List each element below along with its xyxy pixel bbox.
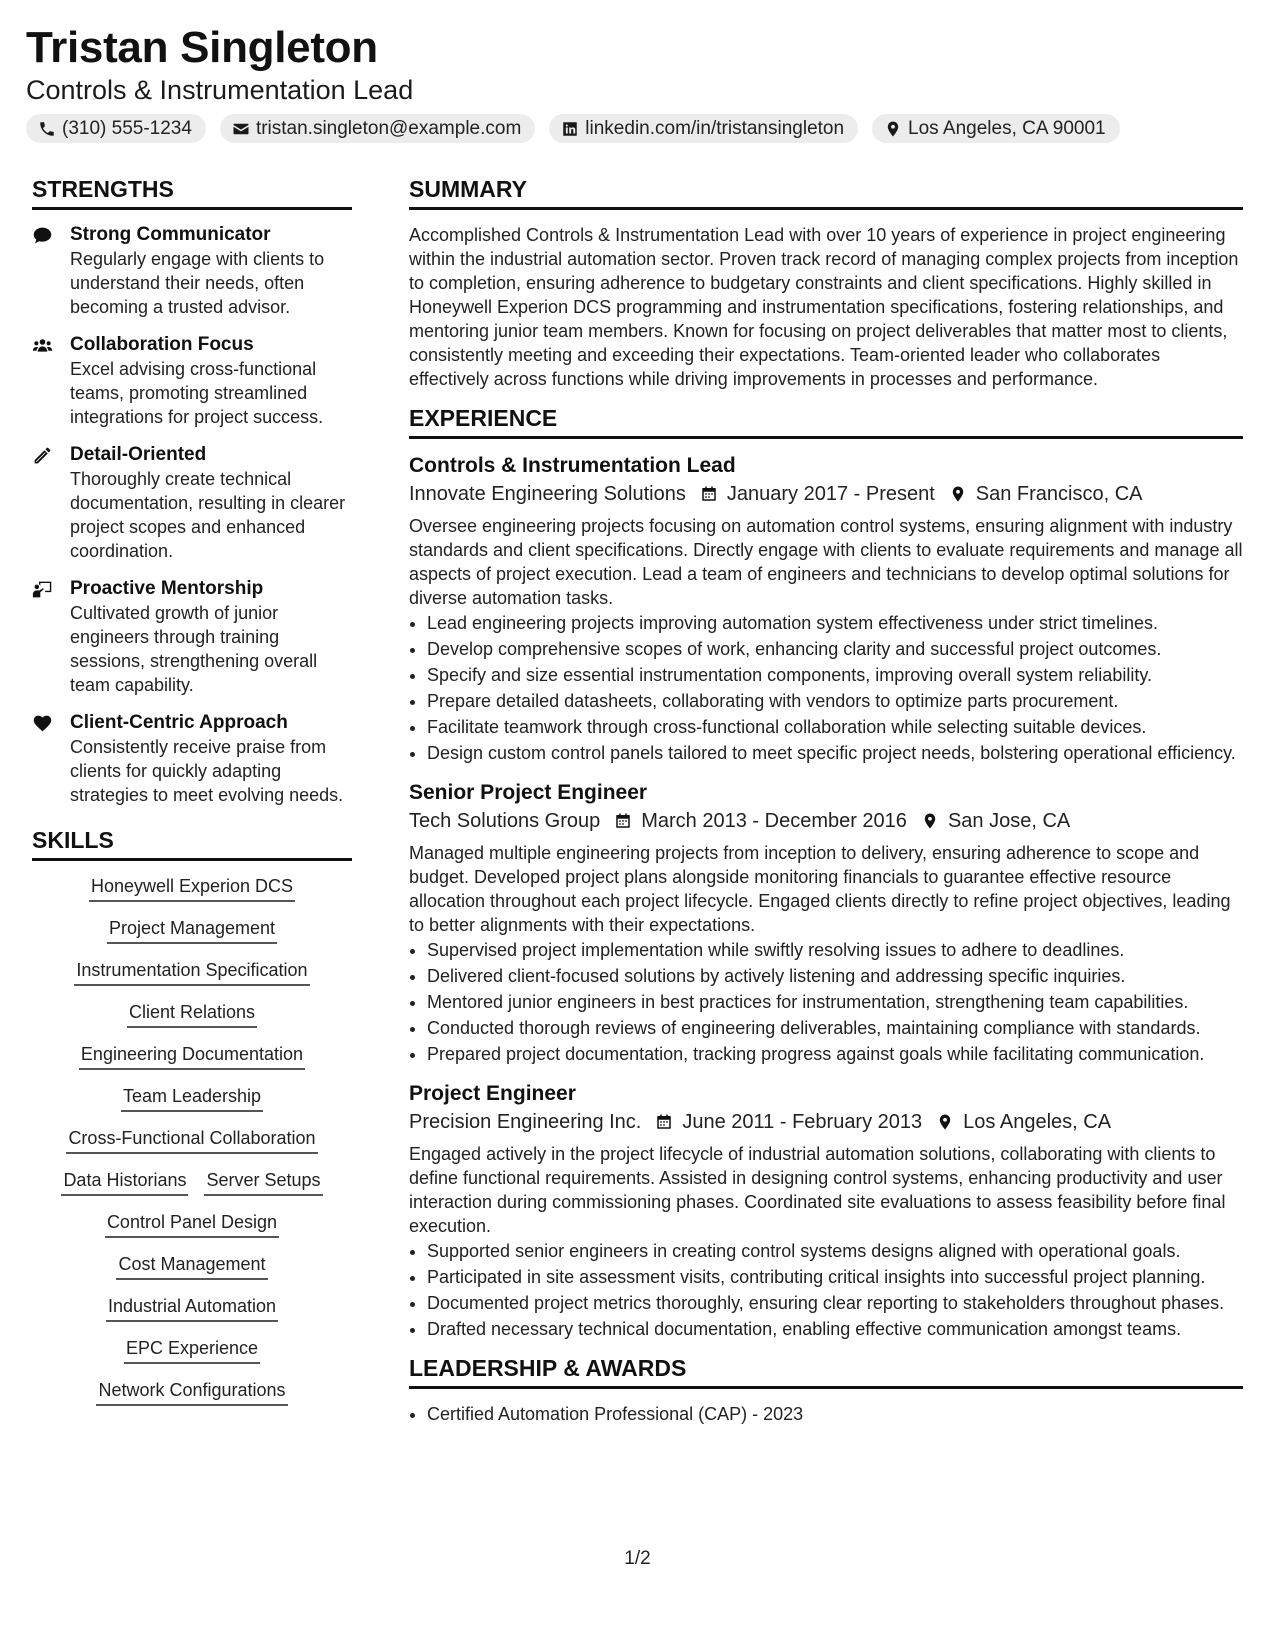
job-bullet: • Prepare detailed datasheets, collaborating with vendors to optimize parts procurement. xyxy=(427,689,1243,713)
job-bullet: • Mentored junior engineers in best practices for instrumentation, strengthening team capabilities. xyxy=(427,990,1243,1014)
job-title: Controls & Instrumentation Lead xyxy=(409,454,736,477)
job-bullet: • Develop comprehensive scopes of work, enhancing clarity and successful project outcomes. xyxy=(427,637,1243,661)
skills-list xyxy=(32,874,352,1420)
skill-row xyxy=(107,916,277,944)
skill-row xyxy=(124,1336,260,1364)
job-bullet: • Delivered client-focused solutions by actively listening and addressing specific inquiries. xyxy=(427,964,1243,988)
skill-tag: Data Historians xyxy=(61,1168,188,1196)
strength-desc: Regularly engage with clients to understand their needs, often becoming a trusted advisor. xyxy=(70,249,325,317)
job-dates: June 2011 - February 2013 xyxy=(682,1111,923,1133)
job-bullets xyxy=(409,938,1243,1066)
phone-icon xyxy=(38,120,56,138)
job-company: Precision Engineering Inc. xyxy=(409,1111,642,1133)
contact-bar xyxy=(26,114,1249,143)
skill-row xyxy=(106,1294,278,1322)
strength-title: Proactive Mentorship xyxy=(70,578,264,599)
chalkboard-teacher-icon xyxy=(32,579,53,600)
skill-row xyxy=(121,1084,263,1112)
strengths-heading: STRENGTHS xyxy=(32,176,352,210)
speech-bubble-icon xyxy=(32,225,53,246)
contact-location-text: Los Angeles, CA 90001 xyxy=(908,117,1106,139)
job-bullet: • Documented project metrics thoroughly, ensuring clear reporting to stakeholders throughout phases. xyxy=(427,1291,1243,1315)
job-meta xyxy=(409,480,1243,508)
job-bullet: • Drafted necessary technical documentation, enabling effective communication amongst teams. xyxy=(427,1317,1243,1341)
strength-desc: Thoroughly create technical documentation, resulting in clearer project scopes and enhanced coordination. xyxy=(70,469,346,561)
job-dates: January 2017 - Present xyxy=(726,483,935,505)
skill-tag: Control Panel Design xyxy=(105,1210,279,1238)
right-column xyxy=(409,176,1243,1428)
job-bullet: • Prepared project documentation, tracking progress against goals while facilitating communication. xyxy=(427,1042,1243,1066)
pencil-icon xyxy=(32,445,53,466)
job-title: Senior Project Engineer xyxy=(409,781,648,804)
skill-row xyxy=(116,1252,267,1280)
job-description: Engaged actively in the project lifecycle of industrial automation solutions, collaborating with clients to define functional requirements. Assisted in designing control systems, enhancing productivity and user interaction during commissioning phases. Coordinated site evaluations to assess feasibility before final execution. xyxy=(409,1144,1226,1236)
job-bullets xyxy=(409,1239,1243,1341)
job-location: Los Angeles, CA xyxy=(963,1111,1112,1133)
job-meta xyxy=(409,807,1243,835)
skill-row xyxy=(61,1168,322,1196)
job-bullets xyxy=(409,611,1243,765)
strength-item xyxy=(32,577,352,697)
job-bullet: • Supported senior engineers in creating control systems designs aligned with operational goals. xyxy=(427,1239,1243,1263)
skill-row xyxy=(127,1000,257,1028)
job-company: Tech Solutions Group xyxy=(409,810,601,832)
leadership-list xyxy=(409,1402,1243,1426)
summary-text: Accomplished Controls & Instrumentation Lead with over 10 years of experience in project engineering within the industrial automation sector. Proven track record of managing complex projects from inception to completion, ensuring adherence to budgetary constraints and client specifications. Highly skilled in Honeywell Experion DCS programming and instrumentation specifications, fostering relationships, and mentoring junior team members. Known for focusing on project deliverables that matter most to clients, consistently meeting and exceeding their expectations. Team-oriented leader who collaborates effectively across functions while driving improvements in processes and performance. xyxy=(409,225,1239,389)
award-item: • Certified Automation Professional (CAP) - 2023 xyxy=(427,1402,1243,1426)
skill-tag: Client Relations xyxy=(127,1000,257,1028)
calendar-icon xyxy=(655,1113,673,1131)
skill-row xyxy=(79,1042,305,1070)
skill-row xyxy=(89,874,295,902)
page-number: 1/2 xyxy=(624,1548,651,1569)
job-description: Oversee engineering projects focusing on automation control systems, ensuring alignment with industry standards and client specifications. Directly engage with clients to evaluate requirements and manage all aspects of project execution. Lead a team of engineers and technicians to develop optimal solutions for diverse automation tasks. xyxy=(409,516,1243,608)
skill-tag: Network Configurations xyxy=(96,1378,287,1406)
map-pin-icon xyxy=(949,485,967,503)
map-pin-icon xyxy=(884,120,902,138)
job-entry xyxy=(409,779,1243,1066)
strength-title: Client-Centric Approach xyxy=(70,712,288,733)
map-pin-icon xyxy=(921,812,939,830)
strength-title: Detail-Oriented xyxy=(70,444,207,465)
contact-phone[interactable] xyxy=(26,114,206,143)
skills-heading: SKILLS xyxy=(32,827,352,861)
job-bullet: • Design custom control panels tailored to meet specific project needs, bolstering operational efficiency. xyxy=(427,741,1243,765)
job-entry xyxy=(409,1080,1243,1341)
strength-item xyxy=(32,223,352,319)
skill-tag: Industrial Automation xyxy=(106,1294,278,1322)
users-icon xyxy=(32,335,53,356)
job-bullet: • Facilitate teamwork through cross-functional collaboration while selecting suitable devices. xyxy=(427,715,1243,739)
skill-row xyxy=(66,1126,317,1154)
calendar-icon xyxy=(700,485,718,503)
strength-title: Strong Communicator xyxy=(70,224,271,245)
calendar-icon xyxy=(614,812,632,830)
contact-email-text: tristan.singleton@example.com xyxy=(255,117,522,139)
job-bullet: • Participated in site assessment visits, contributing critical insights into successful project planning. xyxy=(427,1265,1243,1289)
strength-item xyxy=(32,443,352,563)
job-bullet: • Specify and size essential instrumentation components, improving overall system reliability. xyxy=(427,663,1243,687)
job-dates: March 2013 - December 2016 xyxy=(641,810,907,832)
linkedin-icon xyxy=(561,120,579,138)
skill-tag: Server Setups xyxy=(204,1168,322,1196)
strength-desc: Cultivated growth of junior engineers through training sessions, strengthening overall team capability. xyxy=(70,603,318,695)
contact-linkedin-text: linkedin.com/in/tristansingleton xyxy=(585,117,845,139)
strength-title: Collaboration Focus xyxy=(70,334,254,355)
job-entry xyxy=(409,452,1243,765)
job-description: Managed multiple engineering projects from inception to delivery, ensuring adherence to scope and budget. Developed project plans alongside monitoring financials to guarantee effective resource allocation throughout each project lifecycle. Engaged clients directly to refine project objectives, leading to better alignments with their expectations. xyxy=(409,843,1231,935)
skill-tag: Honeywell Experion DCS xyxy=(89,874,295,902)
contact-phone-text: (310) 555-1234 xyxy=(62,117,192,139)
job-company: Innovate Engineering Solutions xyxy=(409,483,686,505)
strength-item xyxy=(32,711,352,807)
map-pin-icon xyxy=(936,1113,954,1131)
skill-tag: Engineering Documentation xyxy=(79,1042,305,1070)
skill-row xyxy=(96,1378,287,1406)
skill-tag: Team Leadership xyxy=(121,1084,263,1112)
skill-tag: Instrumentation Specification xyxy=(74,958,309,986)
job-title: Project Engineer xyxy=(409,1082,576,1105)
leadership-heading: LEADERSHIP & AWARDS xyxy=(409,1355,1243,1389)
skill-tag: Cross-Functional Collaboration xyxy=(66,1126,317,1154)
skill-row xyxy=(74,958,309,986)
contact-location[interactable] xyxy=(872,114,1120,143)
strength-item xyxy=(32,333,352,429)
summary-heading: SUMMARY xyxy=(409,176,1243,210)
candidate-title: Controls & Instrumentation Lead xyxy=(26,75,414,105)
skill-tag: Cost Management xyxy=(116,1252,267,1280)
job-bullet: • Supervised project implementation while swiftly resolving issues to adhere to deadlines. xyxy=(427,938,1243,962)
skill-tag: EPC Experience xyxy=(124,1336,260,1364)
envelope-icon xyxy=(232,120,250,138)
job-location: San Francisco, CA xyxy=(975,483,1143,505)
left-column xyxy=(32,176,352,1420)
job-meta xyxy=(409,1108,1243,1136)
experience-heading: EXPERIENCE xyxy=(409,405,1243,439)
job-location: San Jose, CA xyxy=(947,810,1071,832)
candidate-name: Tristan Singleton xyxy=(26,23,378,72)
contact-email[interactable] xyxy=(220,114,535,143)
contact-linkedin[interactable] xyxy=(549,114,858,143)
job-bullet: • Conducted thorough reviews of engineering deliverables, maintaining compliance with standards. xyxy=(427,1016,1243,1040)
skill-row xyxy=(105,1210,279,1238)
heart-icon xyxy=(32,713,53,734)
strength-desc: Excel advising cross-functional teams, promoting streamlined integrations for project success. xyxy=(70,359,324,427)
strength-desc: Consistently receive praise from clients for quickly adapting strategies to meet evolving needs. xyxy=(70,737,344,805)
job-bullet: • Lead engineering projects improving automation system effectiveness under strict timelines. xyxy=(427,611,1243,635)
skill-tag: Project Management xyxy=(107,916,277,944)
